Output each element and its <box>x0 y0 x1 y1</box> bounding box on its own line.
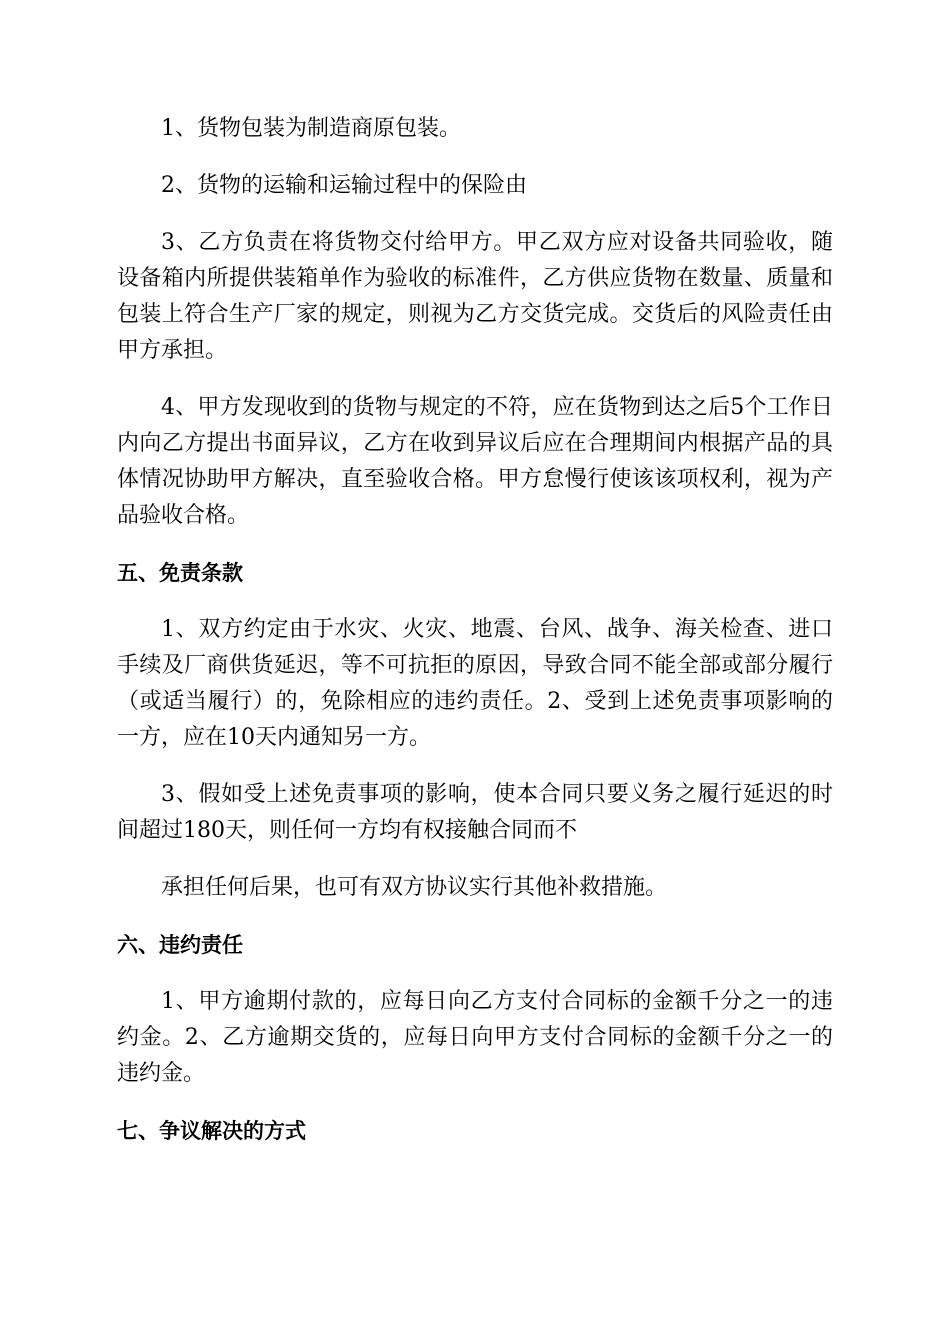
clause-penalty: 1、甲方逾期付款的，应每日向乙方支付合同标的金额千分之一的违约金。2、乙方逾期交货的，应每日向甲方支付合同标的金额千分之一的违约金。 <box>117 989 833 1086</box>
clause-remedy: 承担任何后果，也可有双方协议实行其他补救措施。 <box>161 875 668 900</box>
clause-transport-insurance: 2、货物的运输和运输过程中的保险由 <box>161 173 527 198</box>
clause-packaging: 1、货物包装为制造商原包装。 <box>161 116 461 141</box>
clause-objection: 4、甲方发现收到的货物与规定的不符，应在货物到达之后5个工作日内向乙方提出书面异议，乙方在收到异议后应在合理期间内根据产品的具体情况协助甲方解决，直至验收合格。甲方怠慢行使该该项权利，视为产品验收合格。 <box>117 395 833 528</box>
clause-delivery-acceptance: 3、乙方负责在将货物交付给甲方。甲乙双方应对设备共同验收，随设备箱内所提供装箱单作为验收的标准件，乙方供应货物在数量、质量和包装上符合生产厂家的规定，则视为乙方交货完成。交货后的风险责任由甲方承担。 <box>117 230 833 363</box>
clause-termination: 3、假如受上述免责事项的影响，使本合同只要义务之履行延迟的时间超过180天，则任何一方均有权接触合同而不 <box>117 782 833 843</box>
document-body <box>117 111 833 1170</box>
section-heading-dispute: 七、争议解决的方式 <box>117 1119 306 1143</box>
clause-force-majeure: 1、双方约定由于水灾、火灾、地震、台风、战争、海关检查、进口手续及厂商供货延迟，等不可抗拒的原因，导致合同不能全部或部分履行（或适当履行）的，免除相应的违约责任。2、受到上述免责事项影响的一方，应在10天内通知另一方。 <box>117 617 833 750</box>
section-heading-liability: 六、违约责任 <box>117 933 243 957</box>
section-heading-exemption: 五、免责条款 <box>117 561 243 585</box>
